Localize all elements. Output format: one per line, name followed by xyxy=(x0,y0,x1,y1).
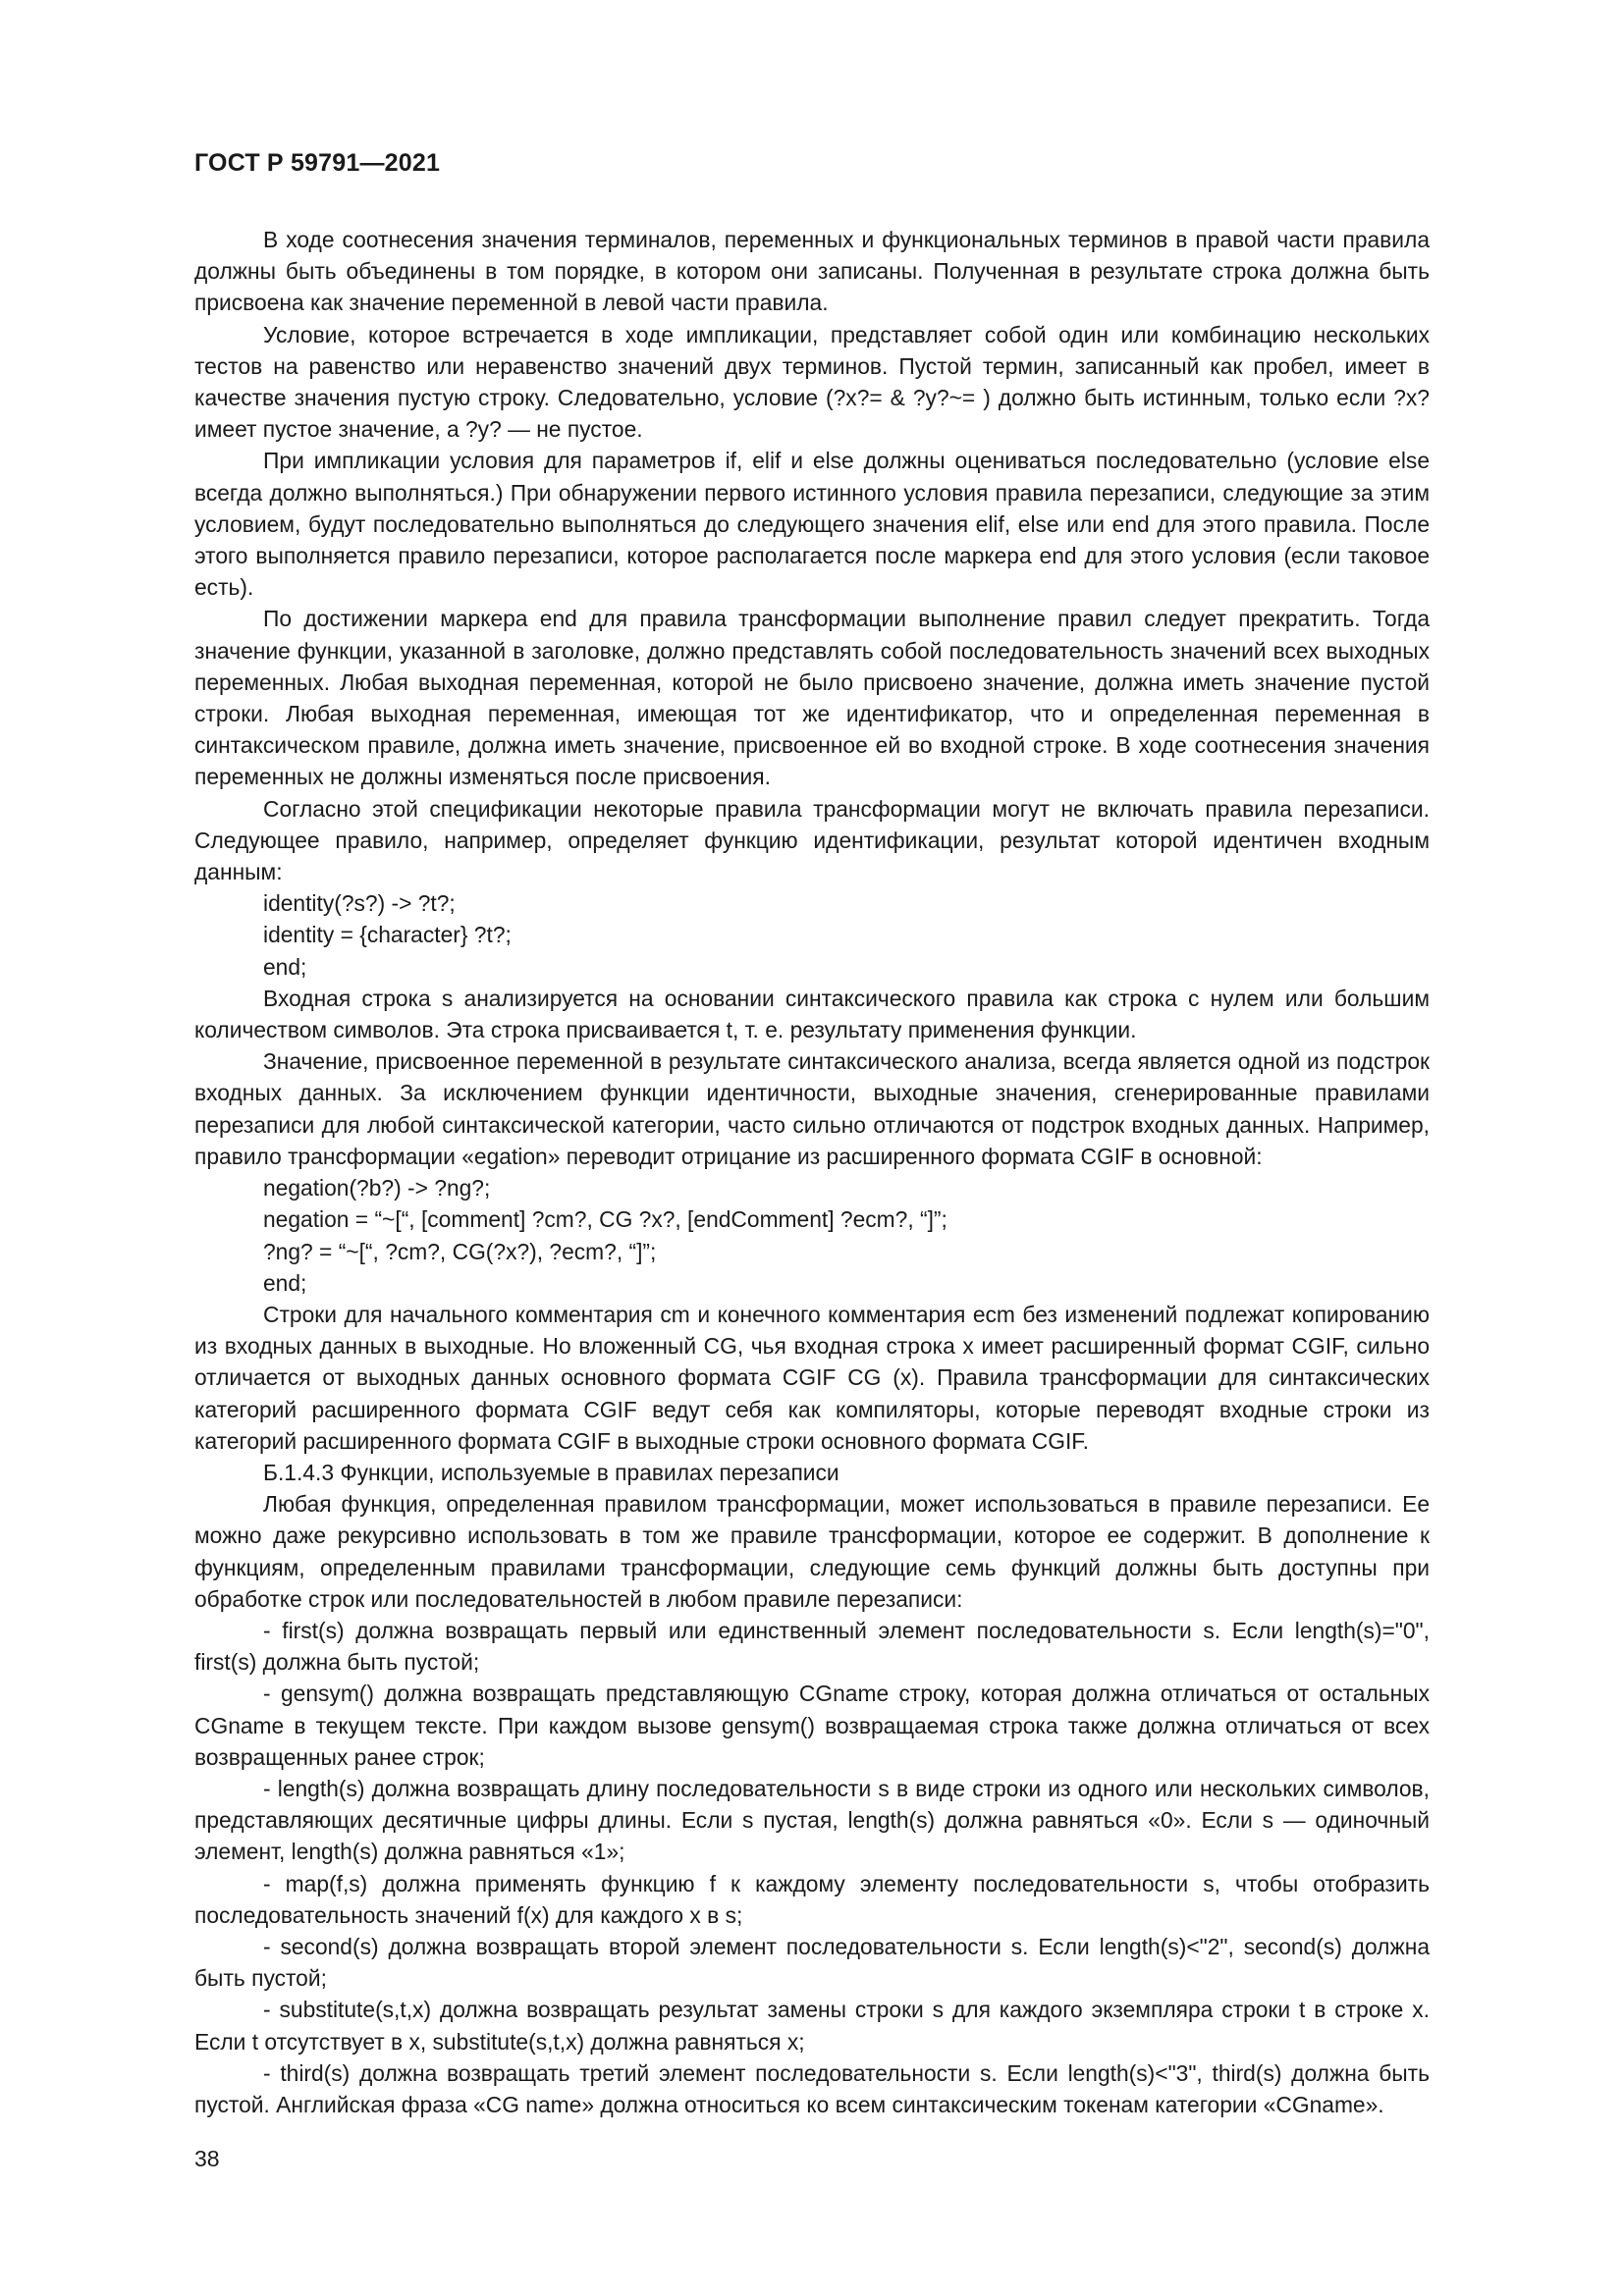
paragraph: Строки для начального комментария cm и конечного комментария ecm без изменений подлежат копированию из входных данных в выходные. Но вложенный CG, чья входная строка x имеет расширенный формат CGIF, сильно отличается от выходных данных основного формата CGIF CG (x). Правила трансформации для синтаксических категорий расширенного формата CGIF ведут себя как компиляторы, которые переводят входные строки из категорий расширенного формата CGIF в выходные строки основного формата CGIF. xyxy=(194,1301,1430,1454)
code-line: identity = {character} ?t?; xyxy=(263,922,512,948)
paragraph: Значение, присвоенное переменной в результате синтаксического анализа, всегда является одной из подстрок входных данных. За исключением функции идентичности, выходные значения, сгенерированные правилами перезаписи для любой синтаксической категории, часто сильно отличаются от подстрок входных данных. Например, правило трансформации «egation» переводит отрицание из расширенного формата CGIF в основной: xyxy=(194,1048,1430,1169)
list-item: - map(f,s) должна применять функцию f к каждому элементу последовательности s, чтобы отобразить последовательность значений f(x) для каждого x в s; xyxy=(194,1870,1430,1928)
list-item: - first(s) должна возвращать первый или единственный элемент последовательности s. Если length(s)="0", first(s) должна быть пустой; xyxy=(194,1617,1430,1676)
paragraph: Входная строка s анализируется на основании синтаксического правила как строка с нулем или большим количеством символов. Эта строка присваивается t, т. е. результату применения функции. xyxy=(194,985,1430,1043)
paragraph: При импликации условия для параметров if, elif и else должны оцениваться последовательно (условие else всегда должно выполняться.) При обнаружении первого истинного условия правила перезаписи, следующие за этим условием, будут последовательно выполняться до следующего значения elif, else или end для этого правила. После этого выполняется правило перезаписи, которое располагается после маркера end для этого условия (если таковое есть). xyxy=(194,448,1430,601)
paragraph: Любая функция, определенная правилом трансформации, может использоваться в правиле перезаписи. Ее можно даже рекурсивно использовать в том же правиле трансформации, которое ее содержит. В дополнение к функциям, определенным правилами трансформации, следующие семь функций должны быть доступны при обработке строк или последовательностей в любом правиле перезаписи: xyxy=(194,1491,1430,1612)
paragraph: Согласно этой спецификации некоторые правила трансформации могут не включать правила перезаписи. Следующее правило, например, определяет функцию идентификации, результат которой идентичен входным данным: xyxy=(194,795,1430,885)
section-heading: Б.1.4.3 Функции, используемые в правилах перезаписи xyxy=(263,1459,839,1485)
code-line: end; xyxy=(263,953,307,980)
body-text xyxy=(194,224,1430,2120)
list-item: - substitute(s,t,x) должна возвращать результат замены строки s для каждого экземпляра строки t в строке x. Если t отсутствует в x, substitute(s,t,x) должна равняться x; xyxy=(194,1997,1430,2055)
paragraph: По достижении маркера end для правила трансформации выполнение правил следует прекратить. Тогда значение функции, указанной в заголовке, должно представлять собой последовательность значений всех выходных переменных. Любая выходная переменная, которой не было присвоено значение, должна иметь значение пустой строки. Любая выходная переменная, имеющая тот же идентификатор, что и определенная переменная в синтаксическом правиле, должна иметь значение, присвоенное ей во входной строке. В ходе соотнесения значения переменных не должны изменяться после присвоения. xyxy=(194,606,1430,790)
code-line: negation(?b?) -> ?ng?; xyxy=(263,1175,491,1201)
paragraph: В ходе соотнесения значения терминалов, переменных и функциональных терминов в правой части правила должны быть объединены в том порядке, в котором они записаны. Полученная в результате строка должна быть присвоена как значение переменной в левой части правила. xyxy=(194,227,1430,316)
list-item: - length(s) должна возвращать длину последовательности s в виде строки из одного или нескольких символов, представляющих десятичные цифры длины. Если s пустая, length(s) должна равняться «0». Если s — одиночный элемент, length(s) должна равняться «1»; xyxy=(194,1775,1430,1865)
standard-header: ГОСТ Р 59791—2021 xyxy=(194,149,441,177)
code-line: negation = “~[“, [comment] ?cm?, CG ?x?, [endComment] ?ecm?, “]”; xyxy=(263,1206,947,1233)
list-item: - third(s) должна возвращать третий элемент последовательности s. Если length(s)<"3", third(s) должна быть пустой. Английская фраза «CG name» должна относиться ко всем синтаксическим токенам категории «CGname». xyxy=(194,2059,1430,2117)
paragraph: Условие, которое встречается в ходе импликации, представляет собой один или комбинацию нескольких тестов на равенство или неравенство значений двух терминов. Пустой термин, записанный как пробел, имеет в качестве значения пустую строку. Следовательно, условие (?x?= & ?y?~= ) должно быть истинным, только если ?x? имеет пустое значение, а ?y? — не пустое. xyxy=(194,321,1430,443)
code-line: end; xyxy=(263,1269,307,1296)
code-line: ?ng? = “~[“, ?cm?, CG(?x?), ?ecm?, “]”; xyxy=(263,1238,657,1264)
code-line: identity(?s?) -> ?t?; xyxy=(263,890,456,917)
list-item: - second(s) должна возвращать второй элемент последовательности s. Если length(s)<"2", second(s) должна быть пустой; xyxy=(194,1933,1430,1992)
page-number: 38 xyxy=(194,2146,220,2171)
list-item: - gensym() должна возвращать представляющую CGname строку, которая должна отличаться от остальных CGname в текущем тексте. При каждом вызове gensym() возвращаемая строка также должна отличаться от всех возвращенных ранее строк; xyxy=(194,1681,1430,1770)
